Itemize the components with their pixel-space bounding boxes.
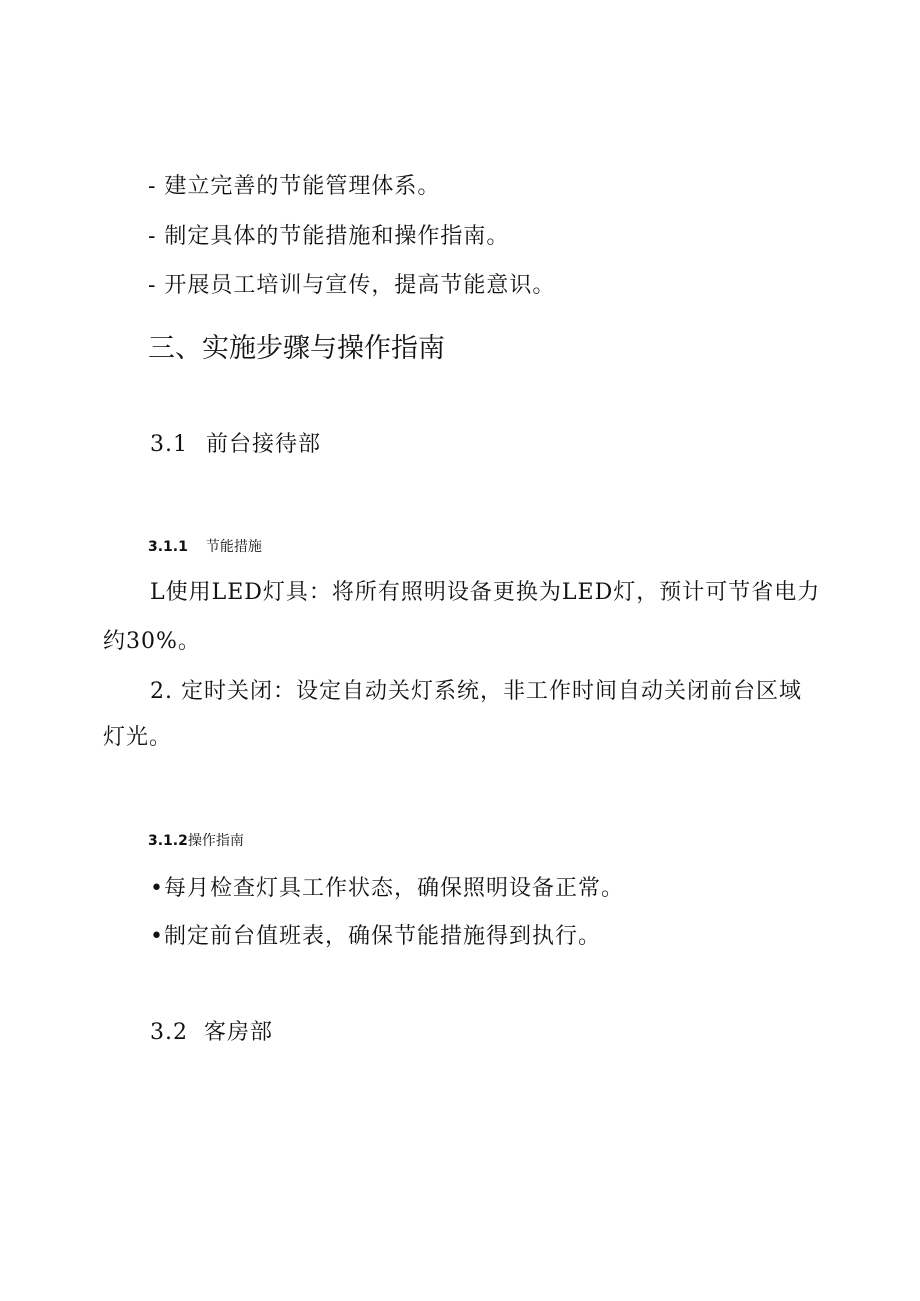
subsection-title: 前台接待部: [206, 432, 322, 457]
measure-item-1-line-1: L使用LED灯具：将所有照明设备更换为LED灯，预计可节省电力: [150, 580, 821, 605]
subsubsection-heading-3-1-2: [148, 830, 244, 850]
subsubsection-number: 3.1.1: [148, 539, 188, 555]
measure-item-2-line-1: 2. 定时关闭：设定自动关灯系统，非工作时间自动关闭前台区域: [150, 679, 802, 704]
bullet-item: - 制定具体的节能措施和操作指南。: [148, 224, 510, 249]
guide-item: •制定前台值班表，确保节能措施得到执行。: [150, 924, 601, 949]
subsubsection-number: 3.1.2: [148, 833, 188, 849]
subsection-number: 3.1: [150, 432, 188, 457]
subsection-heading-3-2: [150, 1015, 273, 1046]
guide-item: •每月检查灯具工作状态，确保照明设备正常。: [150, 876, 624, 901]
measure-item-2-line-2: 灯光。: [103, 725, 173, 750]
subsection-title: 客房部: [204, 1020, 274, 1045]
subsection-number: 3.2: [150, 1020, 188, 1045]
section-heading: 三、实施步骤与操作指南: [148, 333, 445, 364]
subsubsection-title: 操作指南: [187, 833, 244, 849]
bullet-item: - 建立完善的节能管理体系。: [148, 174, 441, 199]
measure-item-1-line-2: 约30%。: [103, 629, 201, 654]
bullet-item: - 开展员工培训与宣传，提高节能意识。: [148, 273, 556, 298]
subsubsection-heading-3-1-1: [148, 536, 262, 556]
subsection-heading-3-1: [150, 427, 321, 458]
subsubsection-title: 节能措施: [205, 539, 262, 555]
